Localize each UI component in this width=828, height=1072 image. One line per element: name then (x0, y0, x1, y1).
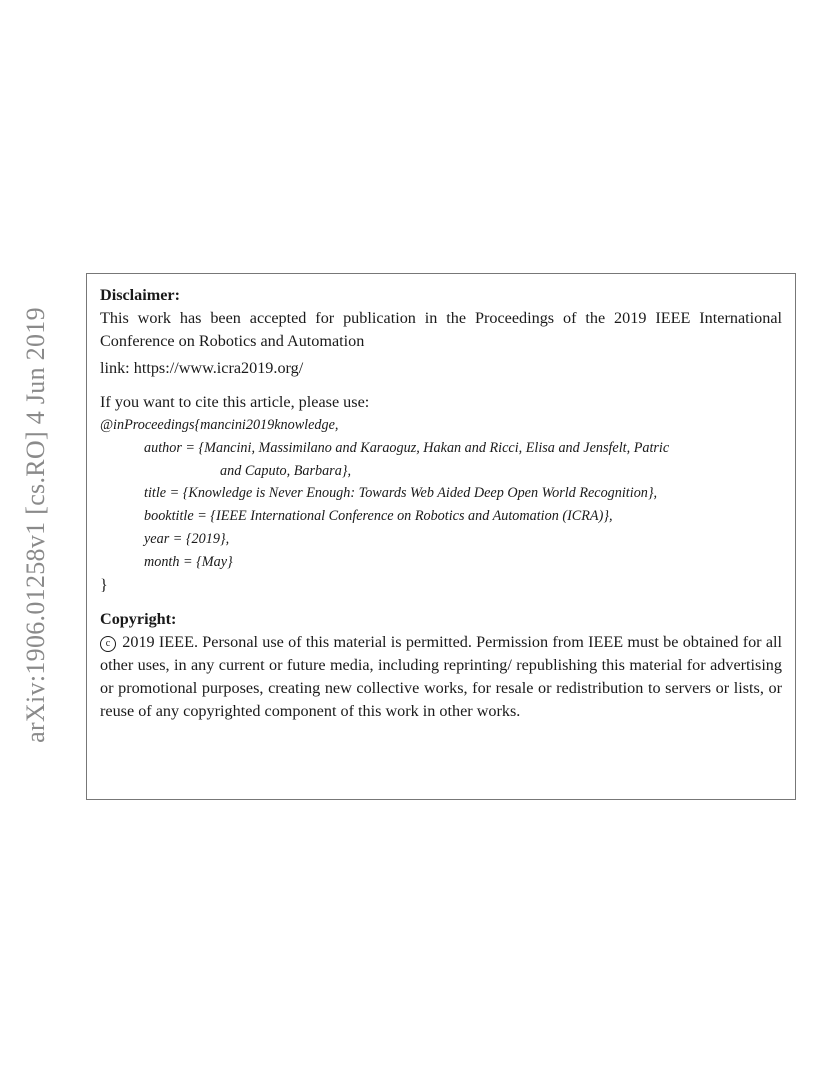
arxiv-identifier: arXiv:1906.01258v1 [cs.RO] 4 Jun 2019 (21, 307, 51, 743)
notice-content (100, 284, 782, 723)
spacer (100, 380, 782, 391)
conference-link[interactable]: link: https://www.icra2019.org/ (100, 359, 304, 377)
copyright-text-block (100, 631, 782, 723)
bibtex-open: @inProceedings{mancini2019knowledge, (100, 417, 339, 433)
copyright-heading: Copyright: (100, 609, 177, 628)
copyright-icon: c (100, 636, 116, 652)
bibtex-entry (100, 414, 782, 574)
copyright-text: 2019 IEEE. Personal use of this material is permitted. Permission from IEEE must be obtained for all other uses, in any current or future media, including reprinting/ republishing this material for advertising or promotional purposes, creating new collective works, for resale or redistribution to servers or lists, or reuse of any copyrighted component of this work in other works. (100, 632, 783, 720)
bibtex-title: title = {Knowledge is Never Enough: Towards Web Aided Deep Open World Recognition}, (144, 485, 658, 502)
spacer (100, 597, 782, 608)
bibtex-author-cont: and Caputo, Barbara}, (220, 462, 352, 479)
bibtex-close: } (100, 575, 108, 594)
citation-intro: If you want to cite this article, please use: (100, 393, 370, 411)
bibtex-month: month = {May} (144, 553, 233, 570)
disclaimer-text: This work has been accepted for publication in the Proceedings of the 2019 IEEE International Conference on Robotics and Automation (100, 309, 782, 350)
arxiv-side-stamp (12, 295, 60, 755)
bibtex-year: year = {2019}, (144, 530, 230, 547)
bibtex-author: author = {Mancini, Massimilano and Karaoguz, Hakan and Ricci, Elisa and Jensfelt, Patric (144, 439, 670, 456)
bibtex-booktitle: booktitle = {IEEE International Conference on Robotics and Automation (ICRA)}, (144, 508, 613, 525)
disclaimer-heading: Disclaimer: (100, 286, 181, 304)
